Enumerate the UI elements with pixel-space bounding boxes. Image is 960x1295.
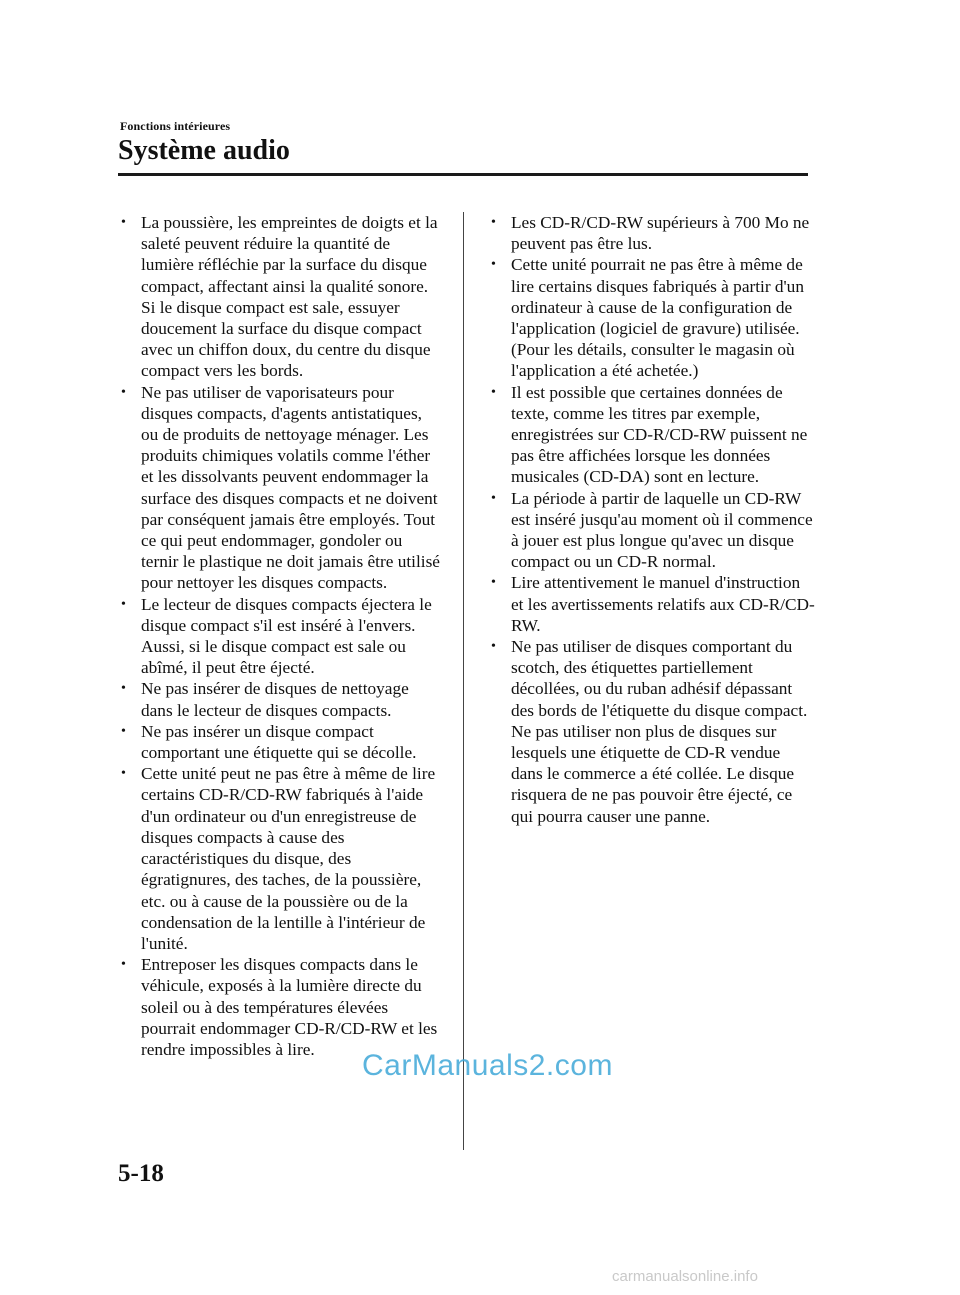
list-item: • Il est possible que certaines données de texte, comme les titres par exemple, enregistrées sur CD-R/CD-RW puissent ne pas être affichées lorsque les données musicales (CD-DA) sont en lecture. bbox=[490, 382, 815, 488]
watermark-logo: CarManuals2.com bbox=[362, 1049, 613, 1082]
page-title: Système audio bbox=[118, 135, 290, 166]
list-item: • Entreposer les disques compacts dans le véhicule, exposés à la lumière directe du soleil ou à des températures élevées pourrait endommager CD-R/CD-RW et les rendre impossibles à lire. bbox=[120, 954, 442, 1060]
right-column bbox=[490, 212, 815, 827]
footer-site-link[interactable]: carmanualsonline.info bbox=[612, 1268, 758, 1285]
section-label: Fonctions intérieures bbox=[120, 119, 231, 133]
list-item: • Les CD-R/CD-RW supérieurs à 700 Mo ne peuvent pas être lus. bbox=[490, 212, 815, 254]
left-column bbox=[120, 212, 442, 1060]
left-bullet-list bbox=[120, 212, 442, 1060]
column-divider bbox=[463, 212, 464, 1150]
list-item: • Cette unité peut ne pas être à même de lire certains CD-R/CD-RW fabriqués à l'aide d'un ordinateur ou d'un enregistreuse de disques compacts à cause des caractéristiques du disque, des égratignures, des taches, de la poussière, etc. ou à cause de la poussière ou de la condensation de la lentille à l'intérieur de l'unité. bbox=[120, 763, 442, 954]
right-bullet-list bbox=[490, 212, 815, 827]
list-item: • La période à partir de laquelle un CD-RW est inséré jusqu'au moment où il commence à jouer est plus longue qu'avec un disque compact ou un CD-R normal. bbox=[490, 488, 815, 573]
list-item: • Ne pas insérer de disques de nettoyage dans le lecteur de disques compacts. bbox=[120, 678, 442, 720]
header-rule bbox=[118, 173, 808, 176]
list-item: • Cette unité pourrait ne pas être à même de lire certains disques fabriqués à partir d'un ordinateur à cause de la configuration de l'application (logiciel de gravure) utilisée. (Pour les détails, consulter le magasin où l'application a été achetée.) bbox=[490, 254, 815, 381]
page-number: 5-18 bbox=[118, 1160, 164, 1187]
list-item: • Ne pas insérer un disque compact comportant une étiquette qui se décolle. bbox=[120, 721, 442, 763]
list-item: • La poussière, les empreintes de doigts et la saleté peuvent réduire la quantité de lumière réfléchie par la surface du disque compact, affectant ainsi la qualité sonore. Si le disque compact est sale, essuyer doucement la surface du disque compact avec un chiffon doux, du centre du disque compact vers les bords. bbox=[120, 212, 442, 382]
list-item: • Lire attentivement le manuel d'instruction et les avertissements relatifs aux CD-R/CD-RW. bbox=[490, 572, 815, 636]
list-item: • Ne pas utiliser de disques comportant du scotch, des étiquettes partiellement décollées, ou du ruban adhésif dépassant des bords de l'étiquette du disque compact. Ne pas utiliser non plus de disques sur lesquels une étiquette de CD-R vendue dans le commerce a été collée. Le disque risquera de ne pas pouvoir être éjecté, ce qui pourra causer une panne. bbox=[490, 636, 815, 827]
list-item: • Ne pas utiliser de vaporisateurs pour disques compacts, d'agents antistatiques, ou de produits de nettoyage ménager. Les produits chimiques volatils comme l'éther et les dissolvants peuvent endommager la surface des disques compacts et ne doivent par conséquent jamais être employés. Tout ce qui peut endommager, gondoler ou ternir le plastique ne doit jamais être utilisé pour nettoyer les disques compacts. bbox=[120, 382, 442, 594]
list-item: • Le lecteur de disques compacts éjectera le disque compact s'il est inséré à l'envers. Aussi, si le disque compact est sale ou abîmé, il peut être éjecté. bbox=[120, 594, 442, 679]
